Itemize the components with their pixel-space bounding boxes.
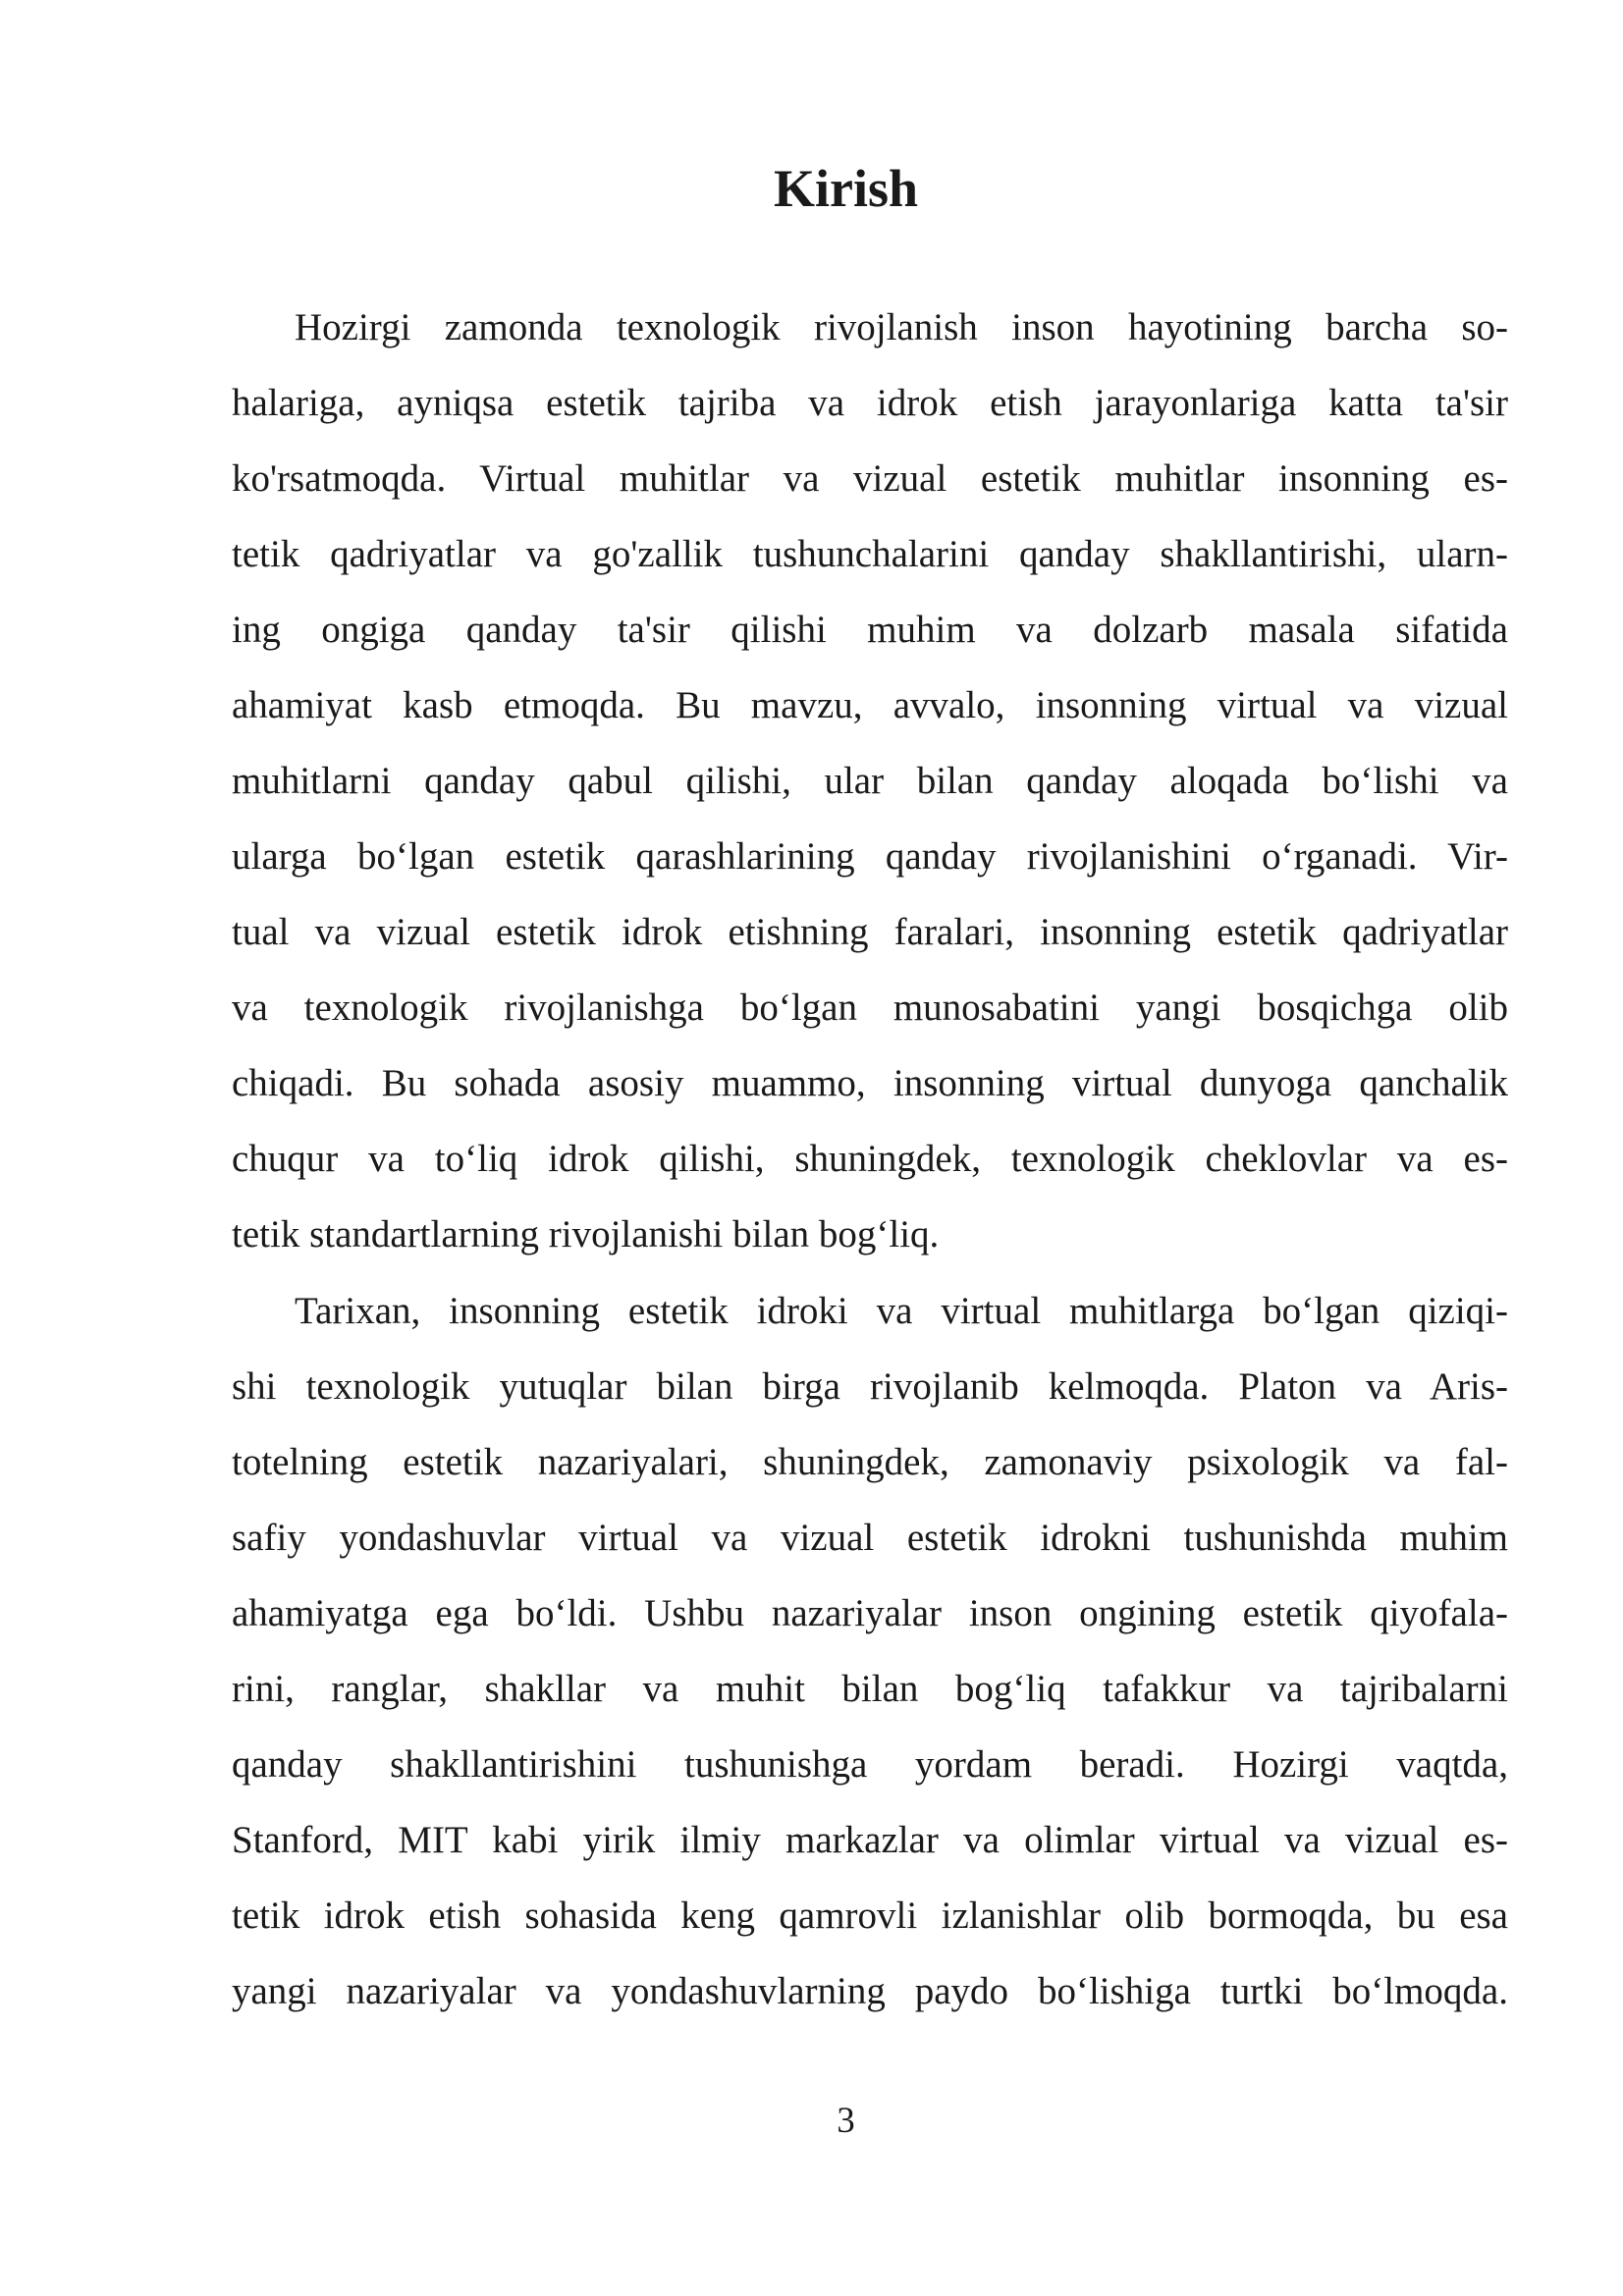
text-line: ahamiyatga ega bo‘ldi. Ushbu nazariyalar inson ongining estetik qiyofala- (232, 1592, 1508, 1634)
text-line: qanday shakllantirishini tushunishga yordam beradi. Hozirgi vaqtda, (232, 1743, 1508, 1786)
text-line: muhitlarni qanday qabul qilishi, ular bilan qanday aloqada bo‘lishi va (232, 760, 1508, 802)
text-line: chiqadi. Bu sohada asosiy muammo, insonning virtual dunyoga qanchalik (232, 1062, 1508, 1104)
text-line: Hozirgi zamonda texnologik rivojlanish inson hayotining barcha so- (295, 306, 1508, 348)
page-number: 3 (837, 2101, 855, 2141)
text-line: safiy yondashuvlar virtual va vizual estetik idrokni tushunishda muhim (232, 1517, 1508, 1559)
text-line: tetik qadriyatlar va go'zallik tushunchalarini qanday shakllantirishi, ularn- (232, 533, 1508, 575)
text-line: rini, ranglar, shakllar va muhit bilan bog‘liq tafakkur va tajribalarni (232, 1668, 1508, 1710)
paragraph-2 (232, 1273, 1508, 2029)
paragraph-1 (232, 290, 1508, 1272)
text-line: yangi nazariyalar va yondashuvlarning paydo bo‘lishiga turtki bo‘lmoqda. (232, 1970, 1508, 2012)
text-line: tetik idrok etish sohasida keng qamrovli izlanishlar olib bormoqda, bu esa (232, 1895, 1508, 1937)
text-line: halariga, ayniqsa estetik tajriba va idrok etish jarayonlariga katta ta'sir (232, 382, 1508, 424)
text-line: totelning estetik nazariyalari, shuningdek, zamonaviy psixologik va fal- (232, 1441, 1508, 1483)
text-line: ing ongiga qanday ta'sir qilishi muhim va dolzarb masala sifatida (232, 609, 1508, 651)
page-title: Kirish (773, 159, 919, 218)
text-line: Stanford, MIT kabi yirik ilmiy markazlar va olimlar virtual va vizual es- (232, 1819, 1508, 1861)
text-line: ahamiyat kasb etmoqda. Bu mavzu, avvalo, insonning virtual va vizual (232, 684, 1508, 726)
text-line: shi texnologik yutuqlar bilan birga rivojlanib kelmoqda. Platon va Aris- (232, 1365, 1508, 1408)
text-line: va texnologik rivojlanishga bo‘lgan munosabatini yangi bosqichga olib (232, 987, 1508, 1029)
text-line: chuqur va to‘liq idrok qilishi, shuningdek, texnologik cheklovlar va es- (232, 1138, 1508, 1180)
text-line: tetik standartlarning rivojlanishi bilan bog‘liq. (232, 1213, 940, 1255)
text-line: ularga bo‘lgan estetik qarashlarining qanday rivojlanishini o‘rganadi. Vir- (232, 835, 1508, 878)
text-line: ko'rsatmoqda. Virtual muhitlar va vizual estetik muhitlar insonning es- (232, 457, 1508, 500)
text-line: Tarixan, insonning estetik idroki va virtual muhitlarga bo‘lgan qiziqi- (295, 1290, 1508, 1332)
text-line: tual va vizual estetik idrok etishning faralari, insonning estetik qadriyatlar (232, 911, 1508, 953)
